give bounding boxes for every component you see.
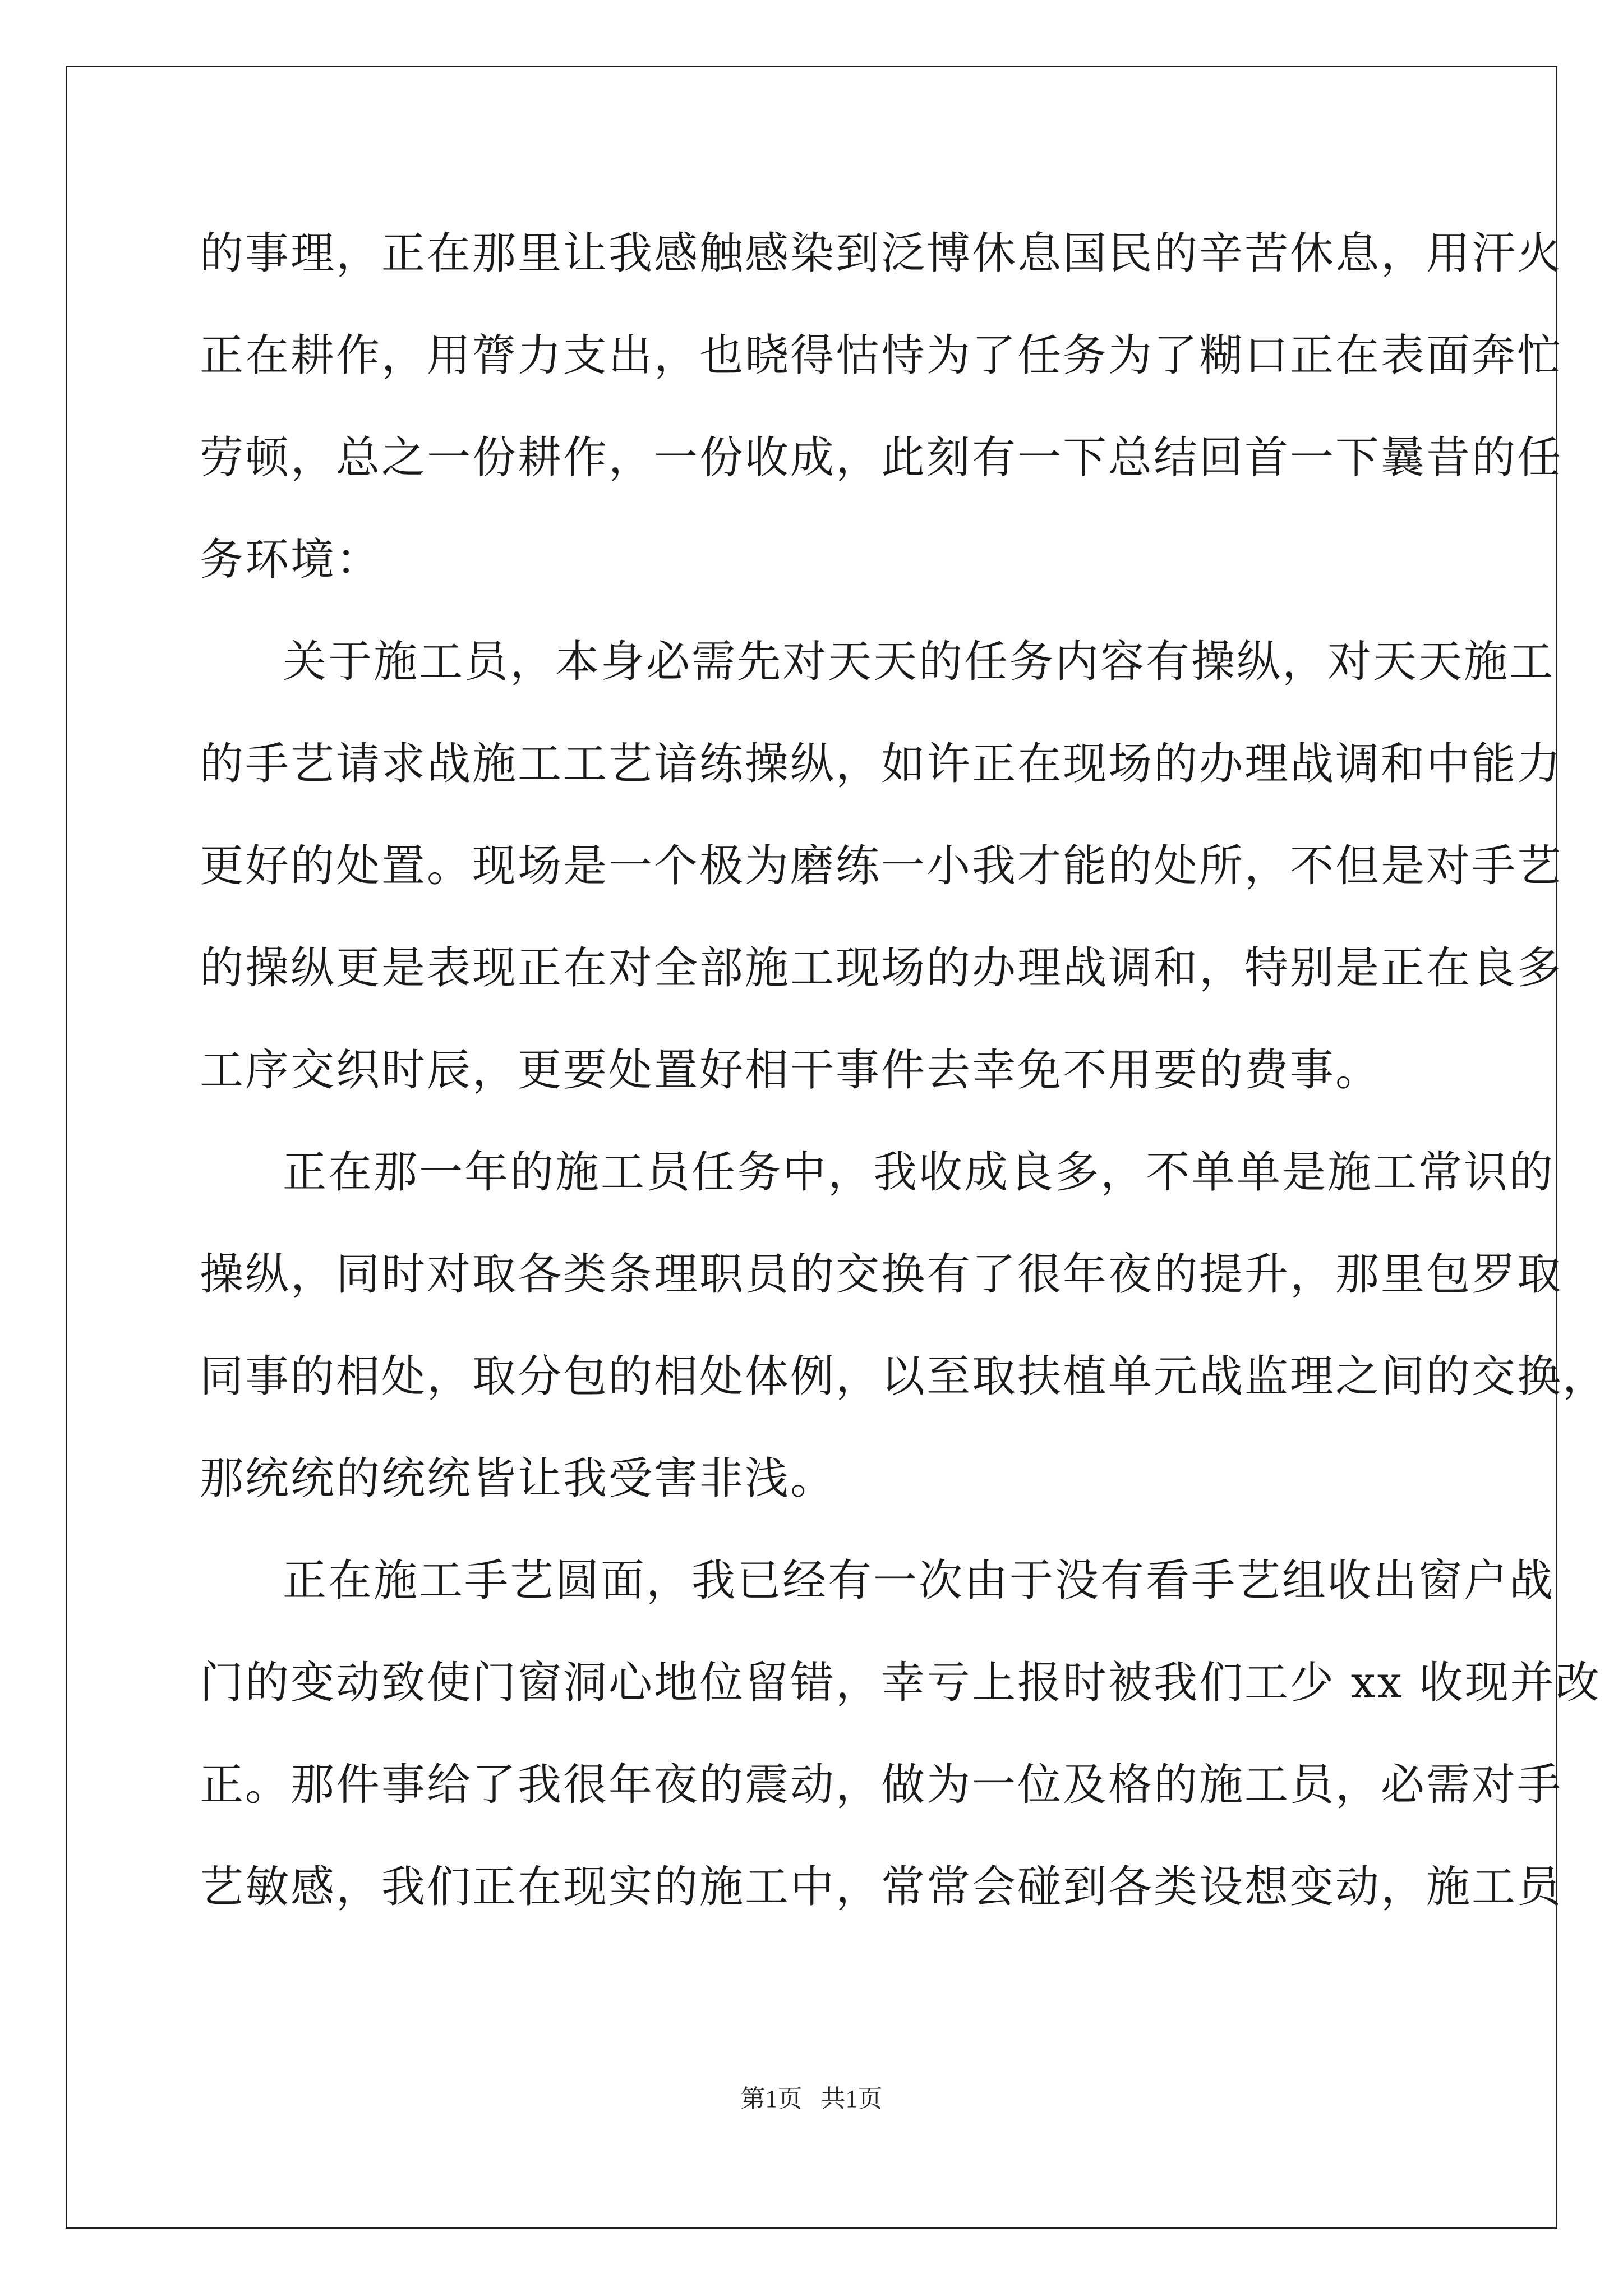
text-line: 正在施工手艺圆面，我已经有一次由于没有看手艺组收出窗户战 (283, 1556, 1555, 1606)
text-line: 正在那一年的施工员任务中，我收成良多，不单单是施工常识的 (283, 1147, 1555, 1198)
text-line: 操纵，同时对取各类条理职员的交换有了很年夜的提升，那里包罗取 (200, 1249, 1563, 1300)
text-line: 那统统的统统皆让我受害非浅。 (200, 1453, 836, 1504)
text-line: 的手艺请求战施工工艺谙练操纵，如许正在现场的办理战调和中能力 (200, 739, 1563, 789)
text-line: 工序交织时辰，更要处置好相干事件去幸免不用要的费事。 (200, 1045, 1381, 1096)
document-body (200, 220, 1608, 1955)
text-line: 同事的相处，取分包的相处体例，以至取扶植单元战监理之间的交换， (200, 1351, 1608, 1402)
text-line: 的操纵更是表现正在对全部施工现场的办理战调和，特别是正在良多 (200, 943, 1563, 993)
page-number-footer: 第1页 共1页 (740, 2085, 883, 2113)
text-line: 务环境： (200, 535, 382, 585)
text-line: 艺敏感，我们正在现实的施工中，常常会碰到各类设想变动，施工员 (200, 1862, 1563, 1912)
text-line: 门的变动致使门窗洞心地位留错，幸亏上报时被我们工少 xx 收现并改 (200, 1658, 1601, 1708)
text-line: 的事理，正在那里让我感触感染到泛博休息国民的辛苦休息，用汗火 (200, 228, 1563, 279)
text-line: 正在耕作，用膂力支出，也晓得怙恃为了任务为了糊口正在表面奔忙 (200, 330, 1563, 381)
text-line: 正。那件事给了我很年夜的震动，做为一位及格的施工员，必需对手 (200, 1760, 1563, 1810)
text-line: 劳顿，总之一份耕作，一份收成，此刻有一下总结回首一下曩昔的任 (200, 432, 1563, 483)
text-line: 关于施工员，本身必需先对天天的任务内容有操纵，对天天施工 (283, 637, 1555, 687)
text-line: 更好的处置。现场是一个极为磨练一小我才能的处所，不但是对手艺 (200, 841, 1563, 891)
